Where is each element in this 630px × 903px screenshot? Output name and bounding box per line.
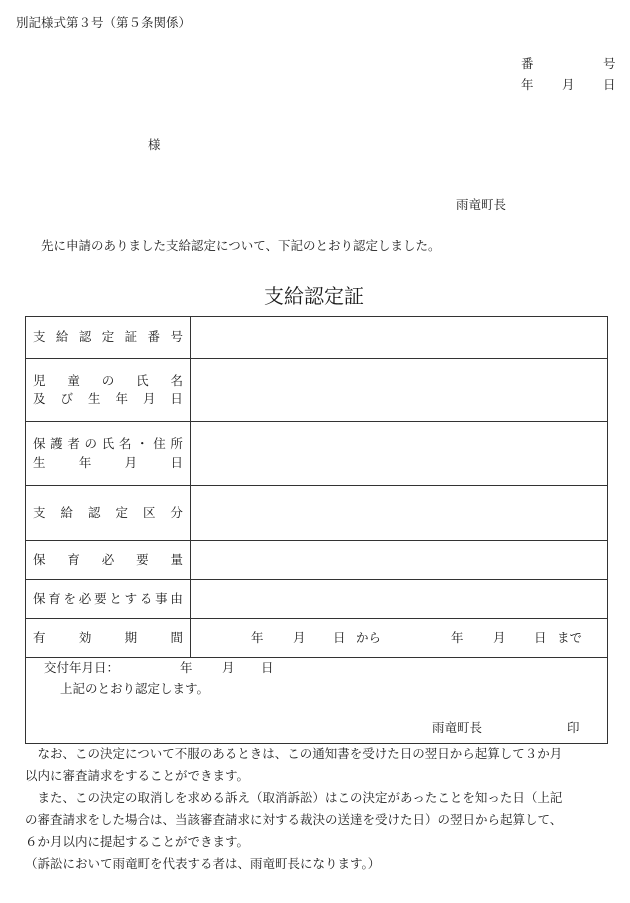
label-line [33,438,183,451]
period-text: 年 [251,629,264,645]
label-char: 児 [33,372,46,388]
label-char: 生 [87,391,101,406]
label-char: 必 [78,590,92,606]
note-line: （訴訟において雨竜町を代表する者は、雨竜町長になります。） [25,856,381,871]
note-line: なお、この決定について不服のあるときは、この通知書を受けた日の翌日から起算して３か月 [25,746,563,761]
form-row-label [26,317,191,359]
form-row-label [26,486,191,541]
label-char: 日 [170,454,183,470]
form-row [26,359,608,422]
label-char: の [84,436,98,451]
label-char: 要 [94,590,107,606]
period-text: 年 [451,629,464,645]
form-row-value[interactable] [191,422,608,486]
form-row [26,486,608,541]
certificate-table [25,316,608,658]
label-line [33,504,183,520]
label-char: 及 [33,391,46,406]
issuer-name: 雨竜町長 [456,197,507,212]
label-line [33,590,183,606]
number-suffix: 号 [603,56,616,71]
label-char: 認 [87,504,101,520]
label-char: の [101,372,115,388]
issue-year-label: 年 [180,660,193,675]
period-text: から [356,629,382,645]
label-char: 月 [142,391,156,406]
label-char: 必 [101,551,115,567]
label-char: 定 [101,329,115,345]
certify-text: 上記のとおり認定します。 [60,681,210,696]
intro-text: 先に申請のありました支給認定について、下記のとおり認定しました。 [41,238,441,253]
label-char: 住 [153,436,166,451]
form-row-value[interactable] [191,317,608,359]
date-day-label: 日 [603,77,616,92]
label-char: 給 [60,504,73,520]
label-char: 量 [170,551,183,567]
note-line: ６か月以内に提起することができます。 [25,834,250,849]
label-char: 保 [33,551,46,567]
label-char: び [60,391,73,406]
label-char: 番 [147,329,161,345]
note-line: 以内に審査請求をすることができます。 [25,768,250,783]
label-char: 期 [124,629,138,645]
label-char: 護 [50,436,63,451]
form-row-value[interactable] [191,486,608,541]
label-line [33,331,183,344]
label-char: 事 [155,590,168,606]
label-char: 名 [170,372,183,388]
label-char: と [109,590,122,606]
label-char: 定 [115,504,128,520]
label-line [33,629,183,645]
label-char: る [139,590,153,606]
form-row-label [26,359,191,422]
label-char: 有 [33,629,46,645]
label-char: 者 [67,436,80,451]
form-row [26,317,608,359]
label-char: 認 [78,329,92,345]
form-row-value[interactable] [191,580,608,619]
issue-day-label: 日 [261,660,274,675]
note-paragraph-1 [25,743,617,875]
date-year-label: 年 [521,77,534,92]
form-row [26,580,608,619]
issue-mayor: 雨竜町長 [432,720,483,735]
period-text: 日 [534,629,547,645]
form-row-label [26,541,191,580]
label-char: 月 [124,454,138,470]
label-char: 支 [33,504,46,520]
period-text: まで [557,629,583,645]
label-char: 間 [170,629,183,645]
label-line [33,393,183,406]
label-char: 保 [33,436,46,451]
label-char: 年 [78,454,92,470]
period-text: 月 [293,629,306,645]
label-char: 支 [33,329,46,345]
page-title: 支給認定証 [264,284,364,308]
label-char: 名 [118,436,132,451]
label-char: 童 [67,372,80,388]
form-row-value[interactable] [191,541,608,580]
label-char: す [124,590,138,606]
form-row-value[interactable] [191,359,608,422]
form-row [26,541,608,580]
issue-month-label: 月 [222,660,235,675]
label-char: 年 [115,391,128,406]
period-text: 月 [493,629,506,645]
label-line [33,454,183,470]
label-char: 育 [48,590,61,606]
label-line [33,372,183,388]
date-month-label: 月 [562,77,575,92]
label-char: を [63,590,77,606]
label-char: 氏 [101,436,115,451]
issue-date-label: 交付年月日： [44,660,120,675]
form-row-label [26,422,191,486]
label-char: 給 [55,329,69,345]
label-char: 氏 [136,372,149,388]
note-line: の審査請求をした場合は、当該審査請求に対する裁決の送達を受けた日）の翌日から起算して、 [25,812,563,827]
label-char: ・ [136,436,149,451]
label-char: 号 [170,329,183,345]
seal-mark: 印 [567,720,580,735]
label-char: 育 [67,551,80,567]
label-char: 要 [136,551,149,567]
label-char: 証 [124,329,138,345]
label-char: 由 [170,590,183,606]
note-line: また、この決定の取消しを求める訴え（取消訴訟）はこの決定があったことを知った日（上記 [25,790,563,805]
label-char: 日 [170,391,183,406]
label-char: 所 [170,436,183,451]
label-char: 効 [78,629,92,645]
label-char: 保 [33,590,46,606]
form-row-label [26,619,191,658]
number-label: 番 [521,56,534,71]
form-row [26,619,608,658]
label-char: 分 [170,504,183,520]
issue-section [25,657,608,744]
label-line [33,551,183,567]
label-char: 生 [33,454,46,470]
form-row-label [26,580,191,619]
form-row-value[interactable] [191,619,608,658]
recipient-honorific: 様 [148,137,161,152]
period-text: 日 [333,629,346,645]
form-number: 別記様式第３号（第５条関係） [16,15,192,30]
form-row [26,422,608,486]
label-char: 区 [142,504,156,520]
